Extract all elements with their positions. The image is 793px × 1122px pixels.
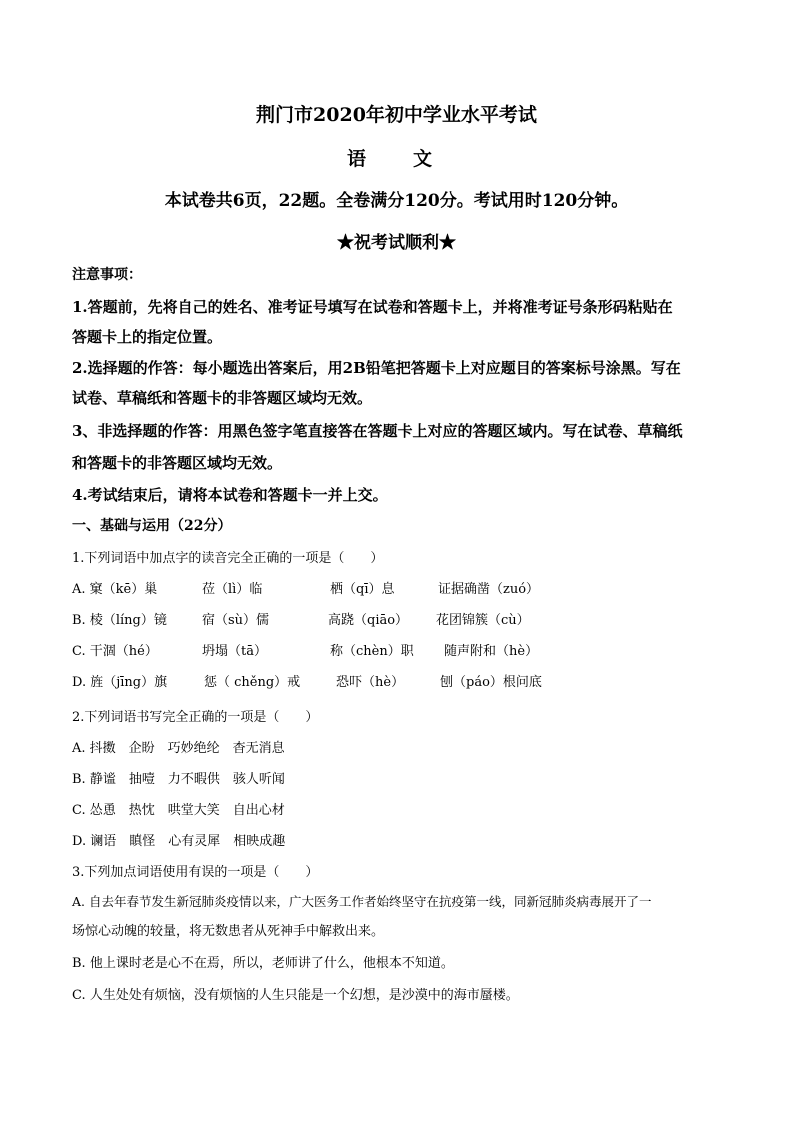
note-line: 2.选择题的作答：每小题选出答案后，用2B铅笔把答题卡上对应题目的答案标号涂黑。写在 (72, 359, 681, 377)
note-line: 和答题卡的非答题区域均无效。 (72, 454, 283, 472)
q1-option-b: B. 棱（líng）镜 (72, 613, 167, 628)
note-line: 答题卡上的指定位置。 (72, 328, 223, 346)
q2-option-d: D. 谰语 瞋怪 心有灵犀 相映成趣 (72, 834, 286, 849)
q1-option-d-word: 刨（páo）根问底 (440, 675, 542, 690)
q1-option-a-word: 证据确凿（zuó） (438, 582, 540, 597)
q3-option-b: B. 他上课时老是心不在焉，所以，老师讲了什么，他根本不知道。 (72, 956, 454, 971)
q1-option-d-word: 恐吓（hè） (336, 675, 405, 690)
question-3-stem: 3.下列加点词语使用有误的一项是（ ） (72, 865, 319, 880)
note-line: 试卷、草稿纸和答题卡的非答题区域均无效。 (72, 389, 373, 407)
subject-title: 语 文 (346, 148, 446, 170)
q1-option-d: D. 旌（jīng）旗 (72, 675, 168, 690)
q3-option-c: C. 人生处处有烦恼，没有烦恼的人生只能是一个幻想，是沙漠中的海市蜃楼。 (72, 988, 519, 1003)
q1-option-a-word: 莅（lì）临 (202, 582, 263, 597)
good-luck-line: ★祝考试顺利★ (337, 233, 456, 253)
q3-option-a: A. 自去年春节发生新冠肺炎疫情以来，广大医务工作者始终坚守在抗疫第一线，同新冠肺炎病毒展开了一 (72, 894, 652, 909)
question-1-stem: 1.下列词语中加点字的读音完全正确的一项是（ ） (72, 551, 384, 566)
q1-option-a: A. 窠（kē）巢 (72, 582, 158, 597)
note-line: 1.答题前，先将自己的姓名、准考证号填写在试卷和答题卡上，并将准考证号条形码粘贴在 (72, 298, 673, 316)
q2-option-c: C. 怂恿 热忱 哄堂大笑 自出心材 (72, 803, 285, 818)
q1-option-b-word: 花团锦簇（cù） (436, 613, 530, 628)
q3-option-a-continued: 场惊心动魄的较量，将无数患者从死神手中解救出来。 (72, 924, 385, 939)
q1-option-c-word: 随声附和（hè） (444, 644, 539, 659)
q1-option-c: C. 干涸（hé） (72, 644, 158, 659)
note-line: 3、非选择题的作答：用黑色签字笔直接答在答题卡上对应的答题区域内。写在试卷、草稿纸 (72, 422, 683, 440)
q2-option-b: B. 静谧 抽噎 力不暇供 骇人听闻 (72, 772, 285, 787)
note-line: 4.考试结束后，请将本试卷和答题卡一并上交。 (72, 486, 388, 504)
question-2-stem: 2.下列词语书写完全正确的一项是（ ） (72, 710, 319, 725)
exam-title: 荆门市2020年初中学业水平考试 (256, 104, 537, 126)
q2-option-a: A. 抖擞 企盼 巧妙绝纶 杳无消息 (72, 741, 285, 756)
exam-info: 本试卷共6页，22题。全卷满分120分。考试用时120分钟。 (164, 191, 629, 211)
q1-option-b-word: 宿（sù）儒 (202, 613, 270, 628)
section-heading: 一、基础与运用（22分） (72, 518, 232, 534)
q1-option-c-word: 坍塌（tā） (202, 644, 267, 659)
q1-option-d-word: 惩（ chěng）戒 (204, 675, 301, 690)
q1-option-a-word: 栖（qī）息 (330, 582, 395, 597)
q1-option-b-word: 高跷（qiāo） (328, 613, 409, 628)
q1-option-c-word: 称（chèn）职 (330, 644, 414, 659)
notes-heading: 注意事项： (72, 267, 142, 283)
